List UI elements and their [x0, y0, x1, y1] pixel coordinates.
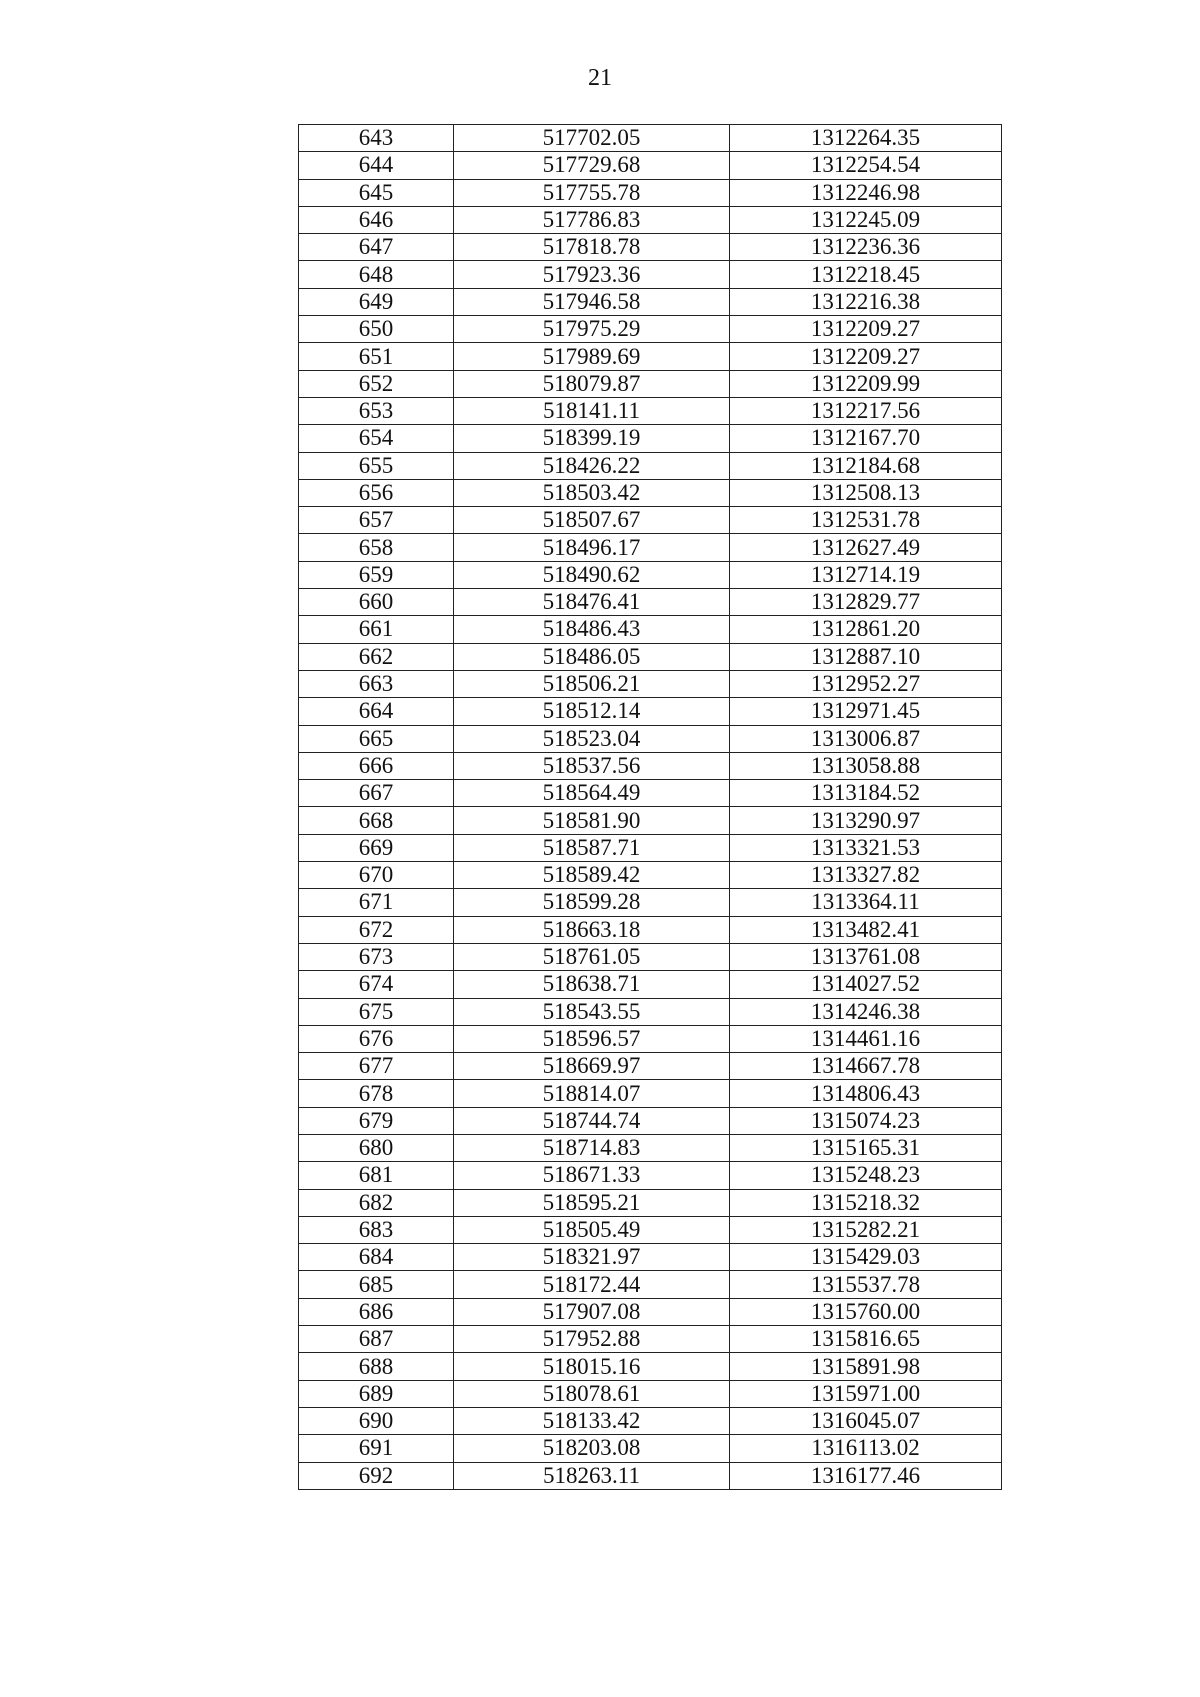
- x-coordinate-cell: 518079.87: [454, 370, 730, 397]
- y-coordinate-cell: 1312971.45: [730, 698, 1002, 725]
- point-number-cell: 668: [299, 807, 454, 834]
- point-number-cell: 647: [299, 234, 454, 261]
- y-coordinate-cell: 1314667.78: [730, 1053, 1002, 1080]
- x-coordinate-cell: 517786.83: [454, 206, 730, 233]
- point-number-cell: 665: [299, 725, 454, 752]
- y-coordinate-cell: 1312217.56: [730, 397, 1002, 424]
- point-number-cell: 656: [299, 479, 454, 506]
- y-coordinate-cell: 1312508.13: [730, 479, 1002, 506]
- table-row: [299, 1025, 1002, 1052]
- point-number-cell: 657: [299, 507, 454, 534]
- x-coordinate-cell: 517818.78: [454, 234, 730, 261]
- point-number-cell: 667: [299, 780, 454, 807]
- point-number-cell: 671: [299, 889, 454, 916]
- x-coordinate-cell: 517923.36: [454, 261, 730, 288]
- point-number-cell: 661: [299, 616, 454, 643]
- point-number-cell: 676: [299, 1025, 454, 1052]
- y-coordinate-cell: 1315165.31: [730, 1134, 1002, 1161]
- point-number-cell: 644: [299, 152, 454, 179]
- x-coordinate-cell: 518814.07: [454, 1080, 730, 1107]
- y-coordinate-cell: 1312861.20: [730, 616, 1002, 643]
- y-coordinate-cell: 1315971.00: [730, 1380, 1002, 1407]
- y-coordinate-cell: 1313761.08: [730, 943, 1002, 970]
- x-coordinate-cell: 518496.17: [454, 534, 730, 561]
- point-number-cell: 672: [299, 916, 454, 943]
- table-row: [299, 1216, 1002, 1243]
- table-row: [299, 1407, 1002, 1434]
- point-number-cell: 674: [299, 971, 454, 998]
- point-number-cell: 649: [299, 288, 454, 315]
- x-coordinate-cell: 518490.62: [454, 561, 730, 588]
- table-row: [299, 1189, 1002, 1216]
- point-number-cell: 654: [299, 425, 454, 452]
- point-number-cell: 645: [299, 179, 454, 206]
- x-coordinate-cell: 518503.42: [454, 479, 730, 506]
- y-coordinate-cell: 1312167.70: [730, 425, 1002, 452]
- point-number-cell: 677: [299, 1053, 454, 1080]
- y-coordinate-cell: 1312264.35: [730, 125, 1002, 152]
- table-row: [299, 152, 1002, 179]
- x-coordinate-cell: 518476.41: [454, 589, 730, 616]
- y-coordinate-cell: 1316177.46: [730, 1462, 1002, 1489]
- point-number-cell: 646: [299, 206, 454, 233]
- table-row: [299, 261, 1002, 288]
- y-coordinate-cell: 1315816.65: [730, 1326, 1002, 1353]
- x-coordinate-cell: 518486.05: [454, 643, 730, 670]
- table-row: [299, 1053, 1002, 1080]
- table-row: [299, 1298, 1002, 1325]
- point-number-cell: 655: [299, 452, 454, 479]
- table-row: [299, 234, 1002, 261]
- table-row: [299, 343, 1002, 370]
- table-row: [299, 397, 1002, 424]
- x-coordinate-cell: 518714.83: [454, 1134, 730, 1161]
- table-row: [299, 889, 1002, 916]
- y-coordinate-cell: 1312236.36: [730, 234, 1002, 261]
- point-number-cell: 679: [299, 1107, 454, 1134]
- point-number-cell: 653: [299, 397, 454, 424]
- table-row: [299, 1326, 1002, 1353]
- table-row: [299, 943, 1002, 970]
- table-row: [299, 316, 1002, 343]
- table-row: [299, 616, 1002, 643]
- x-coordinate-cell: 518523.04: [454, 725, 730, 752]
- table-row: [299, 1462, 1002, 1489]
- y-coordinate-cell: 1312245.09: [730, 206, 1002, 233]
- y-coordinate-cell: 1315891.98: [730, 1353, 1002, 1380]
- y-coordinate-cell: 1312209.27: [730, 316, 1002, 343]
- point-number-cell: 648: [299, 261, 454, 288]
- point-number-cell: 692: [299, 1462, 454, 1489]
- table-row: [299, 834, 1002, 861]
- table-row: [299, 288, 1002, 315]
- y-coordinate-cell: 1312216.38: [730, 288, 1002, 315]
- point-number-cell: 686: [299, 1298, 454, 1325]
- point-number-cell: 660: [299, 589, 454, 616]
- x-coordinate-cell: 518663.18: [454, 916, 730, 943]
- point-number-cell: 658: [299, 534, 454, 561]
- table-row: [299, 589, 1002, 616]
- point-number-cell: 675: [299, 998, 454, 1025]
- point-number-cell: 680: [299, 1134, 454, 1161]
- table-row: [299, 1271, 1002, 1298]
- x-coordinate-cell: 518564.49: [454, 780, 730, 807]
- point-number-cell: 650: [299, 316, 454, 343]
- y-coordinate-cell: 1312531.78: [730, 507, 1002, 534]
- point-number-cell: 663: [299, 670, 454, 697]
- table-row: [299, 807, 1002, 834]
- x-coordinate-cell: 518596.57: [454, 1025, 730, 1052]
- x-coordinate-cell: 518599.28: [454, 889, 730, 916]
- y-coordinate-cell: 1316113.02: [730, 1435, 1002, 1462]
- x-coordinate-cell: 518543.55: [454, 998, 730, 1025]
- x-coordinate-cell: 517952.88: [454, 1326, 730, 1353]
- point-number-cell: 673: [299, 943, 454, 970]
- point-number-cell: 689: [299, 1380, 454, 1407]
- x-coordinate-cell: 518172.44: [454, 1271, 730, 1298]
- y-coordinate-cell: 1312184.68: [730, 452, 1002, 479]
- y-coordinate-cell: 1312218.45: [730, 261, 1002, 288]
- y-coordinate-cell: 1315760.00: [730, 1298, 1002, 1325]
- y-coordinate-cell: 1314461.16: [730, 1025, 1002, 1052]
- point-number-cell: 659: [299, 561, 454, 588]
- y-coordinate-cell: 1312952.27: [730, 670, 1002, 697]
- point-number-cell: 670: [299, 862, 454, 889]
- point-number-cell: 688: [299, 1353, 454, 1380]
- x-coordinate-cell: 518589.42: [454, 862, 730, 889]
- point-number-cell: 690: [299, 1407, 454, 1434]
- x-coordinate-cell: 518595.21: [454, 1189, 730, 1216]
- x-coordinate-cell: 518581.90: [454, 807, 730, 834]
- x-coordinate-cell: 517946.58: [454, 288, 730, 315]
- table-row: [299, 1080, 1002, 1107]
- x-coordinate-cell: 518669.97: [454, 1053, 730, 1080]
- x-coordinate-cell: 518141.11: [454, 397, 730, 424]
- x-coordinate-cell: 518263.11: [454, 1462, 730, 1489]
- y-coordinate-cell: 1313327.82: [730, 862, 1002, 889]
- point-number-cell: 643: [299, 125, 454, 152]
- x-coordinate-cell: 517755.78: [454, 179, 730, 206]
- y-coordinate-cell: 1313184.52: [730, 780, 1002, 807]
- y-coordinate-cell: 1312209.99: [730, 370, 1002, 397]
- point-number-cell: 691: [299, 1435, 454, 1462]
- table-row: [299, 780, 1002, 807]
- point-number-cell: 666: [299, 752, 454, 779]
- x-coordinate-cell: 518671.33: [454, 1162, 730, 1189]
- x-coordinate-cell: 518399.19: [454, 425, 730, 452]
- table-row: [299, 1107, 1002, 1134]
- x-coordinate-cell: 518486.43: [454, 616, 730, 643]
- table-row: [299, 862, 1002, 889]
- point-number-cell: 651: [299, 343, 454, 370]
- table-row: [299, 1162, 1002, 1189]
- table-row: [299, 998, 1002, 1025]
- x-coordinate-cell: 518761.05: [454, 943, 730, 970]
- point-number-cell: 678: [299, 1080, 454, 1107]
- y-coordinate-cell: 1312627.49: [730, 534, 1002, 561]
- point-number-cell: 664: [299, 698, 454, 725]
- coordinates-table-body: [299, 125, 1002, 1490]
- table-row: [299, 752, 1002, 779]
- table-row: [299, 1244, 1002, 1271]
- x-coordinate-cell: 518426.22: [454, 452, 730, 479]
- x-coordinate-cell: 517975.29: [454, 316, 730, 343]
- x-coordinate-cell: 518015.16: [454, 1353, 730, 1380]
- x-coordinate-cell: 517729.68: [454, 152, 730, 179]
- y-coordinate-cell: 1315282.21: [730, 1216, 1002, 1243]
- x-coordinate-cell: 518505.49: [454, 1216, 730, 1243]
- table-row: [299, 971, 1002, 998]
- y-coordinate-cell: 1314806.43: [730, 1080, 1002, 1107]
- x-coordinate-cell: 518744.74: [454, 1107, 730, 1134]
- y-coordinate-cell: 1312714.19: [730, 561, 1002, 588]
- y-coordinate-cell: 1313006.87: [730, 725, 1002, 752]
- table-row: [299, 1353, 1002, 1380]
- y-coordinate-cell: 1313321.53: [730, 834, 1002, 861]
- x-coordinate-cell: 517907.08: [454, 1298, 730, 1325]
- y-coordinate-cell: 1312887.10: [730, 643, 1002, 670]
- x-coordinate-cell: 518587.71: [454, 834, 730, 861]
- point-number-cell: 662: [299, 643, 454, 670]
- y-coordinate-cell: 1315074.23: [730, 1107, 1002, 1134]
- x-coordinate-cell: 518078.61: [454, 1380, 730, 1407]
- point-number-cell: 687: [299, 1326, 454, 1353]
- y-coordinate-cell: 1313364.11: [730, 889, 1002, 916]
- x-coordinate-cell: 518203.08: [454, 1435, 730, 1462]
- x-coordinate-cell: 518512.14: [454, 698, 730, 725]
- y-coordinate-cell: 1314027.52: [730, 971, 1002, 998]
- point-number-cell: 682: [299, 1189, 454, 1216]
- x-coordinate-cell: 518506.21: [454, 670, 730, 697]
- point-number-cell: 681: [299, 1162, 454, 1189]
- table-row: [299, 425, 1002, 452]
- table-row: [299, 125, 1002, 152]
- y-coordinate-cell: 1312829.77: [730, 589, 1002, 616]
- table-row: [299, 479, 1002, 506]
- x-coordinate-cell: 518507.67: [454, 507, 730, 534]
- page-number: 21: [588, 65, 612, 91]
- point-number-cell: 685: [299, 1271, 454, 1298]
- y-coordinate-cell: 1312209.27: [730, 343, 1002, 370]
- table-row: [299, 725, 1002, 752]
- y-coordinate-cell: 1313290.97: [730, 807, 1002, 834]
- x-coordinate-cell: 518638.71: [454, 971, 730, 998]
- x-coordinate-cell: 517702.05: [454, 125, 730, 152]
- table-row: [299, 370, 1002, 397]
- y-coordinate-cell: 1313058.88: [730, 752, 1002, 779]
- table-row: [299, 670, 1002, 697]
- table-row: [299, 507, 1002, 534]
- table-row: [299, 206, 1002, 233]
- y-coordinate-cell: 1314246.38: [730, 998, 1002, 1025]
- y-coordinate-cell: 1312246.98: [730, 179, 1002, 206]
- x-coordinate-cell: 517989.69: [454, 343, 730, 370]
- point-number-cell: 683: [299, 1216, 454, 1243]
- table-row: [299, 1134, 1002, 1161]
- y-coordinate-cell: 1315537.78: [730, 1271, 1002, 1298]
- point-number-cell: 684: [299, 1244, 454, 1271]
- x-coordinate-cell: 518537.56: [454, 752, 730, 779]
- y-coordinate-cell: 1315218.32: [730, 1189, 1002, 1216]
- y-coordinate-cell: 1316045.07: [730, 1407, 1002, 1434]
- table-row: [299, 1380, 1002, 1407]
- table-row: [299, 561, 1002, 588]
- table-row: [299, 916, 1002, 943]
- table-row: [299, 1435, 1002, 1462]
- table-row: [299, 643, 1002, 670]
- y-coordinate-cell: 1315429.03: [730, 1244, 1002, 1271]
- y-coordinate-cell: 1312254.54: [730, 152, 1002, 179]
- coordinates-table: [298, 124, 1002, 1490]
- table-row: [299, 534, 1002, 561]
- table-row: [299, 179, 1002, 206]
- x-coordinate-cell: 518321.97: [454, 1244, 730, 1271]
- x-coordinate-cell: 518133.42: [454, 1407, 730, 1434]
- table-row: [299, 452, 1002, 479]
- point-number-cell: 669: [299, 834, 454, 861]
- y-coordinate-cell: 1313482.41: [730, 916, 1002, 943]
- y-coordinate-cell: 1315248.23: [730, 1162, 1002, 1189]
- table-row: [299, 698, 1002, 725]
- point-number-cell: 652: [299, 370, 454, 397]
